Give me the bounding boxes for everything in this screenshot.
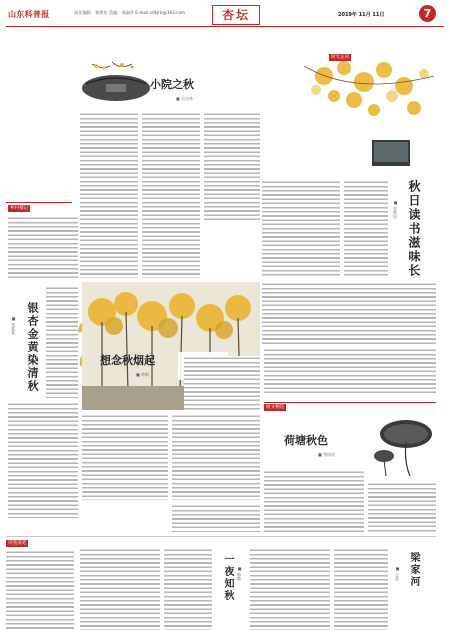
- column-rule-lotus: [264, 402, 436, 403]
- article-title-liangjia: 梁家河: [408, 552, 419, 588]
- article-title-courtyard: 小院之秋: [150, 78, 194, 91]
- article-author-lotus: ■ 李国庆: [318, 452, 336, 457]
- column-tag-poetry: 诗苑漫笔: [8, 541, 27, 546]
- article-body-poetry-intro: [6, 550, 74, 630]
- article-body-missing-autumn: [184, 356, 260, 410]
- article-body-lotus: [264, 470, 364, 532]
- article-body-reading: [262, 180, 340, 276]
- article-body-courtyard: [80, 112, 138, 278]
- section-divider: [6, 536, 436, 537]
- masthead: [6, 4, 444, 27]
- article-title-lotus: 荷塘秋色: [284, 434, 328, 447]
- editor-credits: 责任编辑：郑增东 美编：邢淑萍 E-mail:sdkjrb@163.com: [74, 10, 186, 15]
- section-title-box: [212, 5, 260, 25]
- issue-date: 2019年 11月 11日: [338, 12, 385, 18]
- article-author-missing-autumn: ■ 李梅: [136, 372, 150, 377]
- article-body-liangjia: [250, 548, 330, 630]
- ginkgo-photo-top: [264, 56, 436, 176]
- column-tag-time-reading: 时光走读: [331, 55, 350, 60]
- article-body-ginkgo-3: [8, 402, 78, 518]
- column-rule-ginkgo: [6, 202, 72, 203]
- article-title-one-night: 一夜知秋: [222, 554, 233, 602]
- article-author-ginkgo: ■ 张某某: [11, 316, 16, 335]
- article-body-courtyard-3: [204, 112, 260, 222]
- page-number-badge: 7: [419, 5, 436, 22]
- column-tag-lotus: 散文精选: [266, 405, 285, 410]
- article-body-reading-2: [344, 180, 388, 276]
- article-title-missing-autumn: 想念秋烟起: [100, 354, 155, 367]
- section-title: 杏坛: [221, 8, 250, 22]
- newspaper-logo: 山东科普报: [8, 10, 50, 19]
- article-body-missing-autumn-3: [172, 414, 260, 500]
- article-body-one-night-2: [164, 548, 212, 630]
- article-body-reading-3: [262, 282, 436, 344]
- article-title-ginkgo: 银杏金黄染清秋: [26, 302, 39, 393]
- article-body-liangjia-2: [334, 548, 388, 630]
- courtyard-illustration: [82, 58, 150, 102]
- article-author-reading: ■ 张新岩: [393, 200, 398, 219]
- column-tag-ginkgo: 乡村摄记: [10, 206, 29, 211]
- lotus-illustration: [370, 412, 436, 478]
- article-body-ginkgo: [8, 216, 78, 280]
- article-author-liangjia: ■ 王进: [395, 566, 400, 581]
- article-author-courtyard: ■ 吴克林: [176, 96, 194, 101]
- article-body-courtyard-2: [142, 112, 200, 278]
- article-body-lotus-3: [172, 504, 260, 532]
- article-body-one-night: [80, 548, 160, 630]
- article-author-one-night: ■ 韩晓: [237, 566, 242, 581]
- article-body-missing-autumn-2: [82, 414, 168, 500]
- article-body-missing-autumn-4: [264, 348, 436, 394]
- article-title-reading: 秋日读书滋味长: [407, 180, 421, 278]
- article-body-lotus-2: [368, 482, 436, 532]
